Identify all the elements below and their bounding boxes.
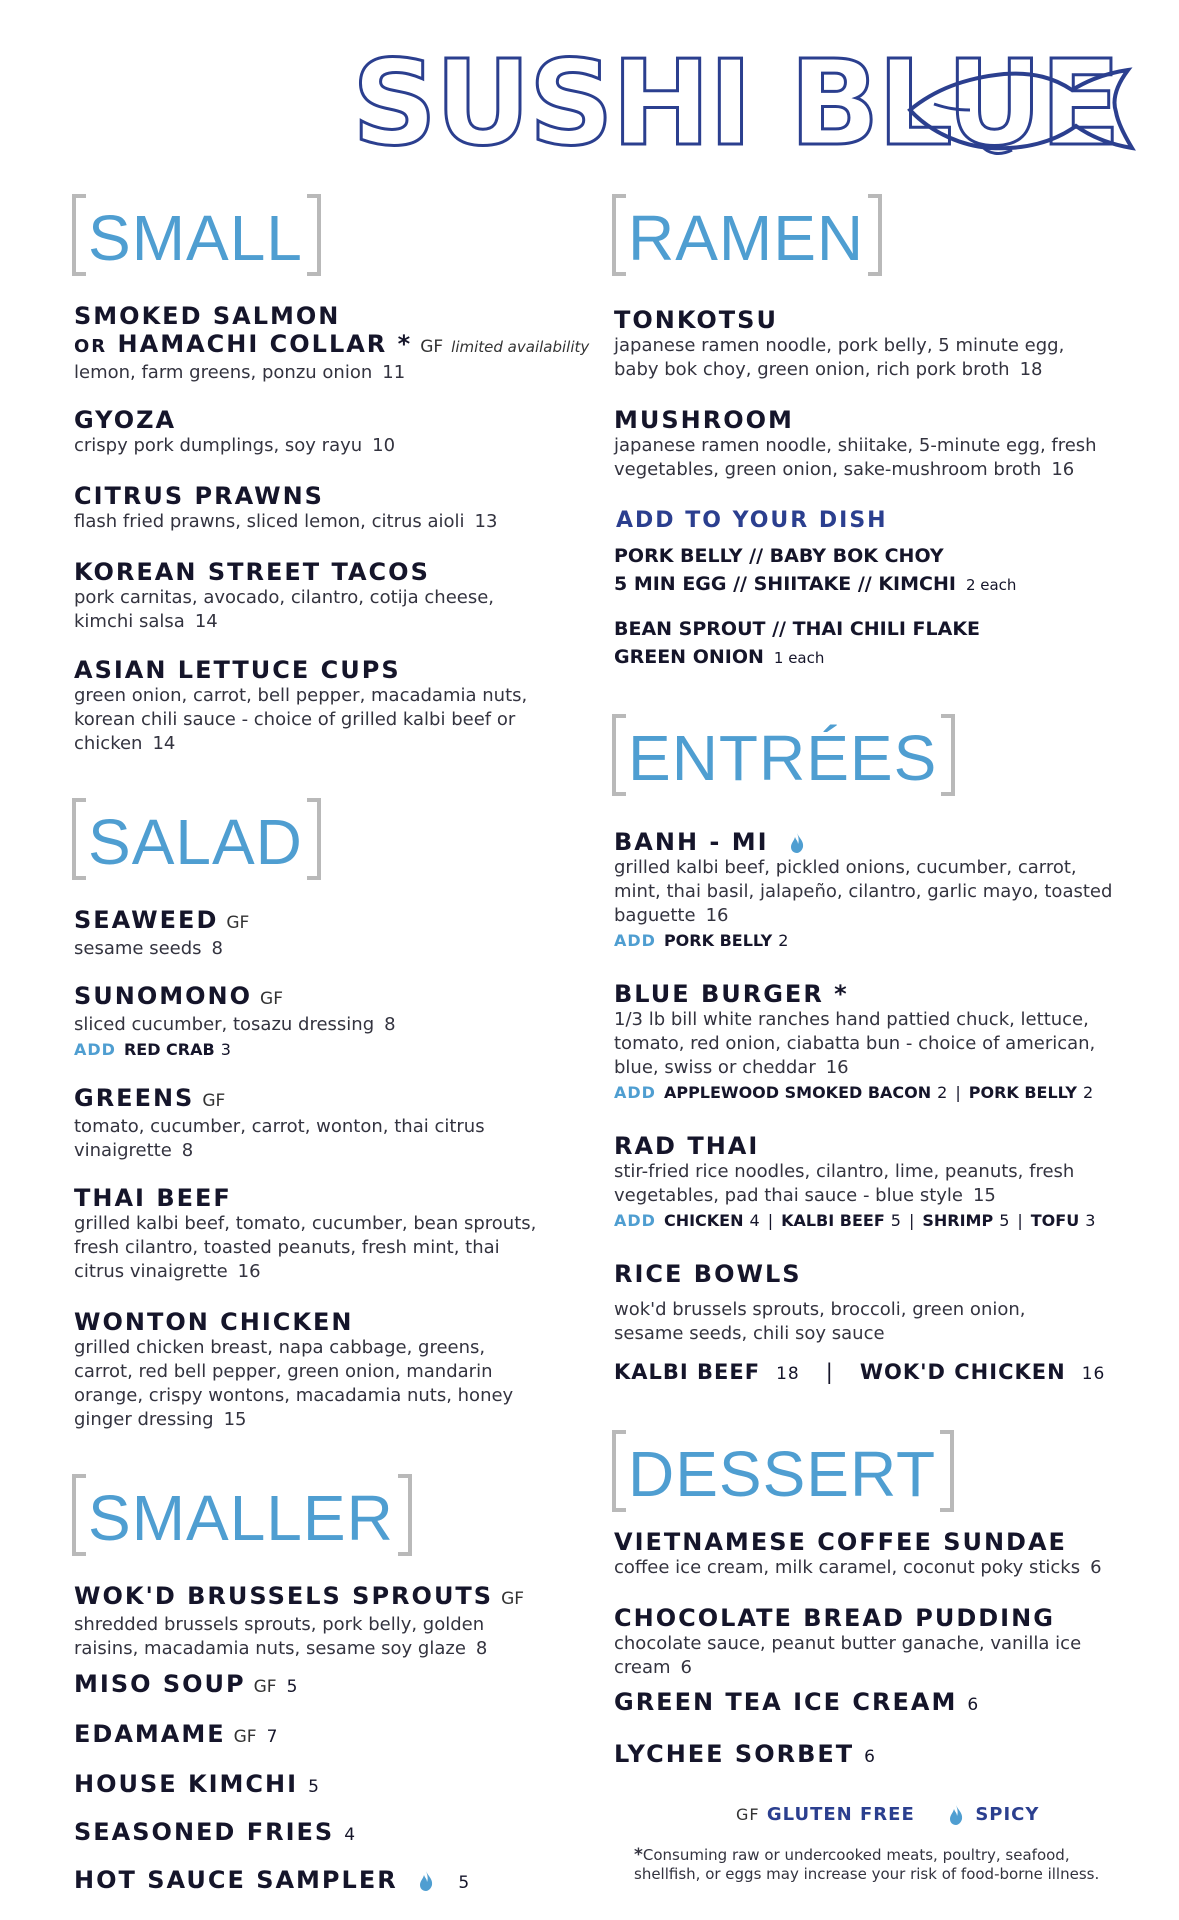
- flame-icon: [789, 832, 805, 854]
- brand-title: SUSHI BLUE: [352, 34, 1119, 172]
- section-dessert-header: DESSERT: [612, 1430, 954, 1512]
- ramen-add-ons: PORK BELLY // BABY BOK CHOY 5 MIN EGG // SHIITAKE // KIMCHI 2 each BEAN SPROUT // THAI CHILI FLAKE GREEN ONION 1 each: [614, 545, 1017, 668]
- gf-tag: GF: [253, 1677, 277, 1697]
- gf-tag: GF: [260, 989, 283, 1009]
- menu-item: TONKOTSU japanese ramen noodle, pork belly, 5 minute egg, baby bok choy, green onion, rich pork broth 18: [614, 306, 1065, 380]
- menu-item: ASIAN LETTUCE CUPS green onion, carrot, bell pepper, macadamia nuts, korean chili sauce - choice of grilled kalbi beef or chicken 14: [74, 656, 528, 754]
- menu-item: GREENS GF tomato, cucumber, carrot, wonton, thai citrus vinaigrette 8: [74, 1084, 485, 1161]
- menu-item: HOUSE KIMCHI 5: [74, 1770, 319, 1798]
- menu-item: CHOCOLATE BREAD PUDDING chocolate sauce, peanut butter ganache, vanilla ice cream 6: [614, 1604, 1082, 1678]
- menu-item: LYCHEE SORBET 6: [614, 1740, 875, 1768]
- gf-tag: GF: [233, 1727, 257, 1747]
- flame-icon: [948, 1804, 964, 1826]
- menu-item: WOK'D BRUSSELS SPROUTS GF shredded brussels sprouts, pork belly, golden raisins, macadamia nuts, sesame soy glaze 8: [74, 1582, 525, 1659]
- gf-tag: GF: [226, 913, 250, 933]
- gf-tag: GF: [736, 1805, 760, 1824]
- menu-item: VIETNAMESE COFFEE SUNDAE coffee ice cream, milk caramel, coconut poky sticks 6: [614, 1528, 1102, 1578]
- gf-tag: GF: [501, 1589, 525, 1609]
- menu-item: BLUE BURGER * 1/3 lb bill white ranches hand pattied chuck, lettuce, tomato, red onion, ciabatta bun - choice of american, blue, swiss or cheddar 16 ADD APPLEWOOD SMOKED BACON 2 | PORK BELLY 2: [614, 980, 1096, 1102]
- menu-item: BANH - MI grilled kalbi beef, pickled onions, cucumber, carrot, mint, thai basil, jalapeño, cilantro, garlic mayo, toasted baguette 16 ADD PORK BELLY 2: [614, 828, 1113, 950]
- menu-item: GYOZA crispy pork dumplings, soy rayu 10: [74, 406, 396, 456]
- menu-item: THAI BEEF grilled kalbi beef, tomato, cucumber, bean sprouts, fresh cilantro, toasted peanuts, fresh mint, thai citrus vinaigrette 16: [74, 1184, 537, 1282]
- menu-item: SEAWEED GF sesame seeds 8: [74, 906, 250, 959]
- menu-item: WONTON CHICKEN grilled chicken breast, napa cabbage, greens, carrot, red bell pepper, green onion, mandarin orange, crispy wontons, macadamia nuts, honey ginger dressing 15: [74, 1308, 514, 1430]
- menu-item: GREEN TEA ICE CREAM 6: [614, 1688, 979, 1716]
- legend: GF GLUTEN FREE SPICY: [736, 1804, 1040, 1825]
- flame-icon: [418, 1870, 434, 1892]
- menu-item: MUSHROOM japanese ramen noodle, shiitake, 5-minute egg, fresh vegetables, green onion, sake-mushroom broth 16: [614, 406, 1097, 480]
- section-small-header: SMALL: [72, 194, 321, 276]
- fish-logo-icon: [904, 60, 1136, 156]
- section-ramen-header: RAMEN: [612, 194, 882, 276]
- menu-item: SEASONED FRIES 4: [74, 1818, 356, 1846]
- menu-item: KOREAN STREET TACOS pork carnitas, avocado, cilantro, cotija cheese, kimchi salsa 14: [74, 558, 495, 632]
- gf-tag: GF: [420, 337, 444, 357]
- add-to-dish-header: ADD TO YOUR DISH: [616, 508, 888, 533]
- menu-item: HOT SAUCE SAMPLER 5: [74, 1866, 470, 1894]
- menu-item: MISO SOUP GF 5: [74, 1670, 298, 1698]
- section-salad-header: SALAD: [72, 798, 321, 880]
- menu-item: SUNOMONO GF sliced cucumber, tosazu dressing 8 ADD RED CRAB 3: [74, 982, 396, 1059]
- section-smaller-header: SMALLER: [72, 1474, 412, 1556]
- menu-item: RAD THAI stir-fried rice noodles, cilantro, lime, peanuts, fresh vegetables, pad thai sauce - blue style 15 ADD CHICKEN 4 | KALBI BEEF 5 | SHRIMP 5 | TOFU 3: [614, 1132, 1096, 1230]
- menu-item: EDAMAME GF 7: [74, 1720, 278, 1748]
- menu-item: CITRUS PRAWNS flash fried prawns, sliced lemon, citrus aioli 13: [74, 482, 498, 532]
- menu-item: RICE BOWLS wok'd brussels sprouts, broccoli, green onion, sesame seeds, chili soy sauce KALBI BEEF 18 | WOK'D CHICKEN 16: [614, 1260, 1106, 1384]
- section-entrees-header: ENTRÉES: [612, 714, 955, 796]
- disclaimer: *Consuming raw or undercooked meats, poultry, seafood, shellfish, or eggs may increase your risk of food-borne illness.: [634, 1845, 1100, 1883]
- gf-tag: GF: [202, 1091, 226, 1111]
- menu-item: SMOKED SALMON OR HAMACHI COLLAR * GF limited availability lemon, farm greens, ponzu onion 11: [74, 302, 590, 383]
